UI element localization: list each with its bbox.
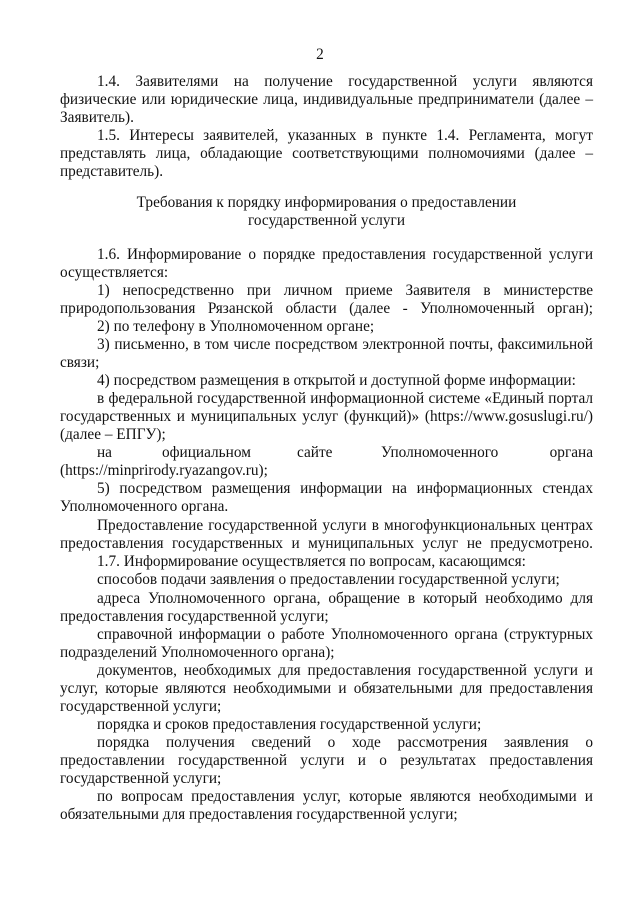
paragraph-line: (https://minprirody.ryazangov.ru); bbox=[60, 462, 268, 479]
paragraph-line: документов, необходимых для предоставления государственной услуги и bbox=[97, 662, 593, 679]
paragraph-line: обязательными для предоставления государственной услуги; bbox=[60, 806, 458, 823]
paragraph-line: представитель). bbox=[60, 163, 164, 180]
paragraph-line: Предоставление государственной услуги в многофункциональных центрах bbox=[97, 517, 593, 534]
paragraph-line: предоставлении государственной услуги и о результатах предоставления bbox=[60, 752, 593, 769]
paragraph-line: Уполномоченного органа. bbox=[60, 498, 229, 515]
paragraph-line: государственной услуги; bbox=[60, 698, 222, 715]
paragraph-line: в федеральной государственной информационной системе «Единый портал bbox=[97, 390, 593, 407]
paragraph-line: физические или юридические лица, индивидуальные предприниматели (далее – bbox=[60, 91, 593, 108]
paragraph-line: подразделений Уполномоченного органа); bbox=[60, 644, 335, 661]
paragraph-line: связи; bbox=[60, 354, 100, 371]
line-word: официальном bbox=[162, 444, 251, 461]
section-heading-line-2: государственной услуги bbox=[247, 212, 406, 229]
paragraph-line: порядка получения сведений о ходе рассмотрения заявления о bbox=[97, 734, 593, 751]
paragraph-line: адреса Уполномоченного органа, обращение в который необходимо для bbox=[97, 590, 593, 607]
paragraph-line: по вопросам предоставления услуг, которые являются необходимыми и bbox=[97, 788, 593, 805]
paragraph-line: 2) по телефону в Уполномоченном органе; bbox=[97, 318, 375, 335]
paragraph-line: осуществляется: bbox=[60, 264, 169, 281]
paragraph-line: представлять лица, обладающие соответствующими полномочиями (далее – bbox=[60, 145, 593, 162]
paragraph-line: 1.7. Информирование осуществляется по вопросам, касающимся: bbox=[97, 553, 526, 570]
paragraph-line: 1.5. Интересы заявителей, указанных в пункте 1.4. Регламента, могут bbox=[97, 127, 593, 144]
paragraph-line: услуг, которые являются необходимыми и обязательными для предоставления bbox=[60, 680, 593, 697]
paragraph-line: государственных и муниципальных услуг (функций)» (https://www.gosuslugi.ru/) bbox=[60, 408, 593, 425]
paragraph-line: 1) непосредственно при личном приеме Заявителя в министерстве bbox=[97, 282, 593, 299]
paragraph-line: справочной информации о работе Уполномоченного органа (структурных bbox=[97, 626, 593, 643]
page-number: 2 bbox=[316, 46, 324, 63]
paragraph-line: Заявитель). bbox=[60, 109, 134, 126]
paragraph-line: государственной услуги; bbox=[60, 770, 222, 787]
line-word: Уполномоченного bbox=[381, 444, 499, 461]
paragraph-line: 4) посредством размещения в открытой и доступной форме информации: bbox=[97, 372, 576, 389]
paragraph-line: порядка и сроков предоставления государственной услуги; bbox=[97, 716, 482, 733]
line-word: сайте bbox=[297, 444, 333, 461]
paragraph-line: предоставления государственной услуги; bbox=[60, 608, 329, 625]
paragraph-line: предоставления государственных и муниципальных услуг не предусмотрено. bbox=[60, 535, 593, 552]
paragraph-line: 3) письменно, в том числе посредством электронной почты, факсимильной bbox=[97, 336, 593, 353]
paragraph-line: (далее – ЕПГУ); bbox=[60, 426, 166, 443]
section-heading-line-1: Требования к порядку информирования о предоставлении bbox=[136, 194, 517, 211]
paragraph-line: 5) посредством размещения информации на информационных стендах bbox=[97, 480, 593, 497]
line-word: на bbox=[97, 444, 112, 461]
paragraph-line: 1.6. Информирование о порядке предоставления государственной услуги bbox=[97, 246, 593, 263]
paragraph-line: способов подачи заявления о предоставлении государственной услуги; bbox=[97, 571, 560, 588]
paragraph-line: природопользования Рязанской области (далее - Уполномоченный орган); bbox=[60, 300, 593, 317]
line-word: органа bbox=[549, 444, 593, 461]
paragraph-line: 1.4. Заявителями на получение государственной услуги являются bbox=[97, 73, 593, 90]
